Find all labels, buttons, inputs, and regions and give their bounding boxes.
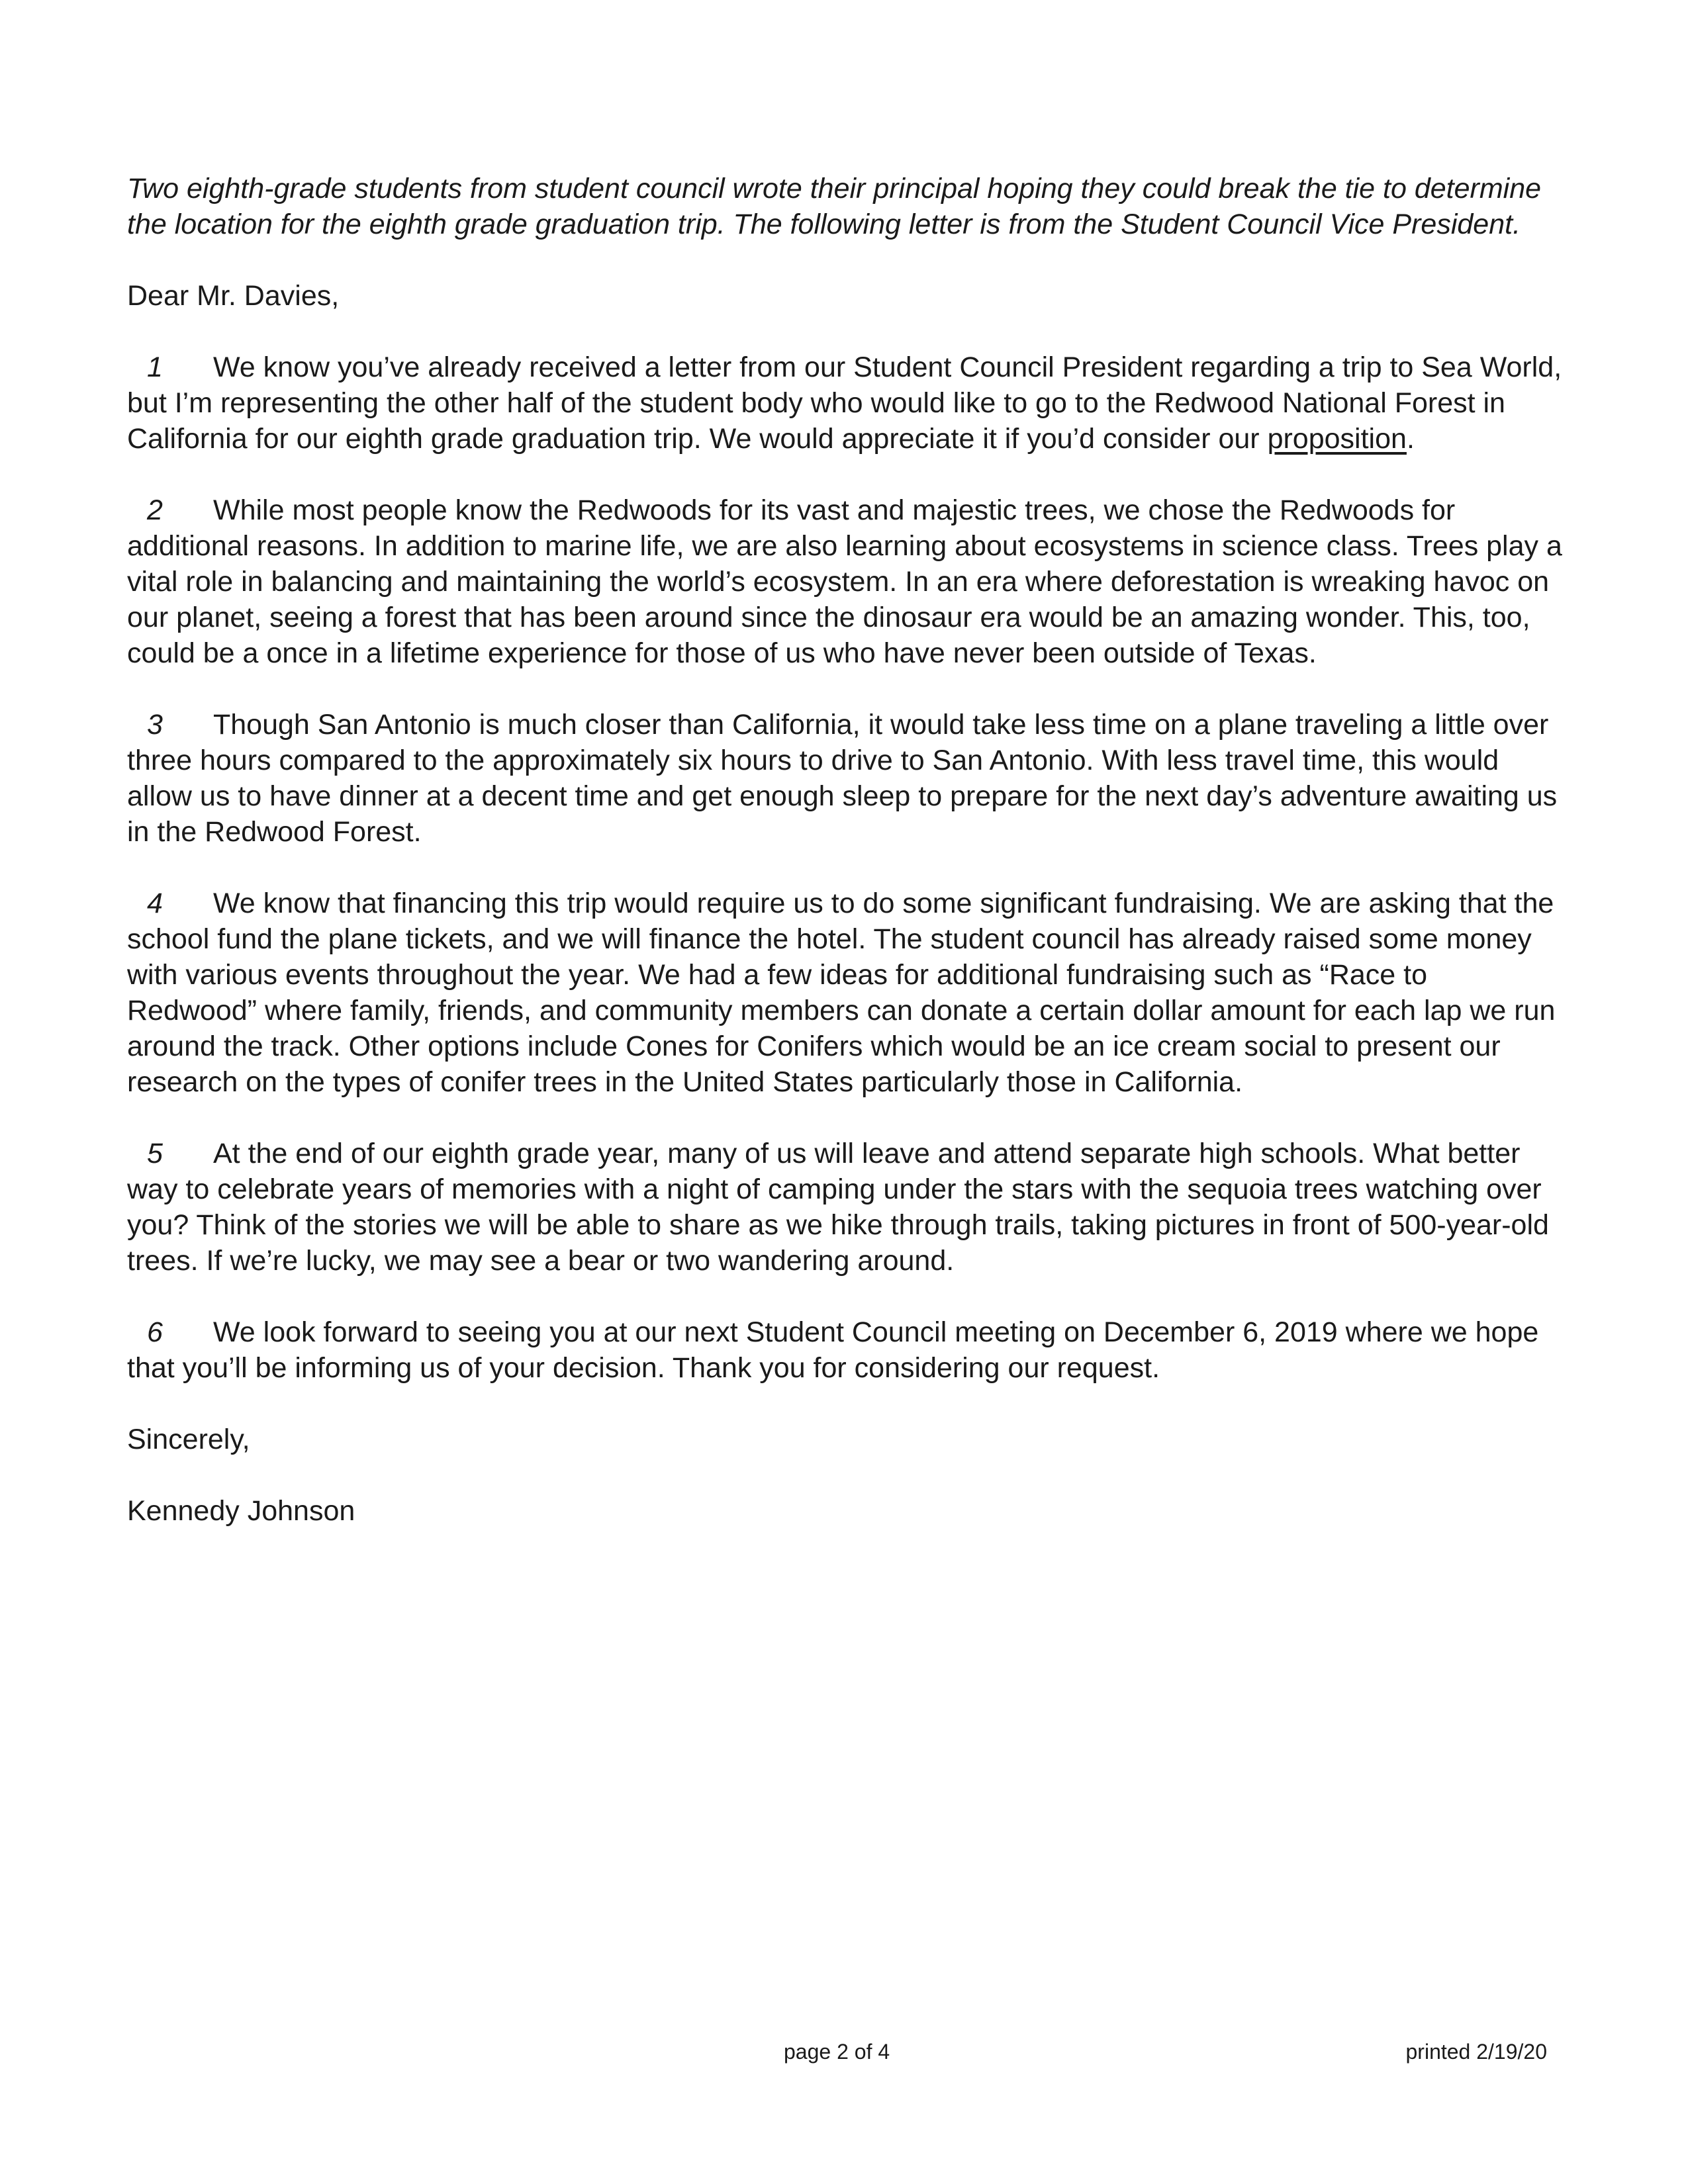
printed-date: printed 2/19/20 — [1405, 2040, 1547, 2064]
paragraph-text: We know you’ve already received a letter from our Student Council President regarding a trip to Sea World, but I’m representing the other half of the student body who would like to go to the Redwood National Forest in California for our eighth grade graduation trip. We would appreciate it if you’d consider our — [127, 351, 1562, 455]
page-number: page 2 of 4 — [784, 2040, 890, 2064]
closing: Sincerely, — [127, 1424, 250, 1455]
paragraph-number: 6 — [147, 1316, 163, 1348]
paragraph-text: Though San Antonio is much closer than California, it would take less time on a plane traveling a little over three hours compared to the approximately six hours to drive to San Antonio. With less travel time, this would allow us to have dinner at a decent time and get enough sleep to prepare for the next day’s adventure awaiting us in the Redwood Forest. — [127, 709, 1558, 848]
paragraph-6 — [127, 1314, 1564, 1386]
paragraph-number: 5 — [147, 1138, 163, 1169]
paragraph-2 — [127, 492, 1564, 671]
paragraph-number: 4 — [147, 887, 163, 919]
paragraph-text: We look forward to seeing you at our next Student Council meeting on December 6, 2019 where we hope that you’ll be informing us of your decision. Thank you for considering our request. — [127, 1316, 1539, 1384]
paragraph-number: 2 — [147, 494, 163, 526]
underlined-word: proposition — [1267, 423, 1407, 455]
paragraph-number: 1 — [147, 351, 163, 383]
paragraph-text: While most people know the Redwoods for its vast and majestic trees, we chose the Redwoods for additional reasons. In addition to marine life, we are also learning about ecosystems in science class. Trees play a vital role in balancing and maintaining the world’s ecosystem. In an era where deforestation is wreaking havoc on our planet, seeing a forest that has been around since the dinosaur era would be an amazing wonder. This, too, could be a once in a lifetime experience for those of us who have never been outside of Texas. — [127, 494, 1562, 669]
paragraph-3 — [127, 707, 1564, 850]
paragraph-1 — [127, 349, 1564, 457]
greeting: Dear Mr. Davies, — [127, 280, 340, 312]
paragraph-number: 3 — [147, 709, 163, 741]
paragraph-text: We know that financing this trip would require us to do some significant fundraising. We are asking that the school fund the plane tickets, and we will finance the hotel. The student council has already raised some money with various events throughout the year. We had a few ideas for additional fundraising such as “Race to Redwood” where family, friends, and community members can donate a certain dollar amount for each lap we run around the track. Other options include Cones for Conifers which would be an ice cream social to present our research on the types of conifer trees in the United States particularly those in California. — [127, 887, 1556, 1098]
signature: Kennedy Johnson — [127, 1495, 355, 1527]
letter-page — [127, 171, 1564, 1529]
paragraph-5 — [127, 1136, 1564, 1279]
paragraph-4 — [127, 886, 1564, 1100]
intro-text: Two eighth-grade students from student council wrote their principal hoping they could break the tie to determine the location for the eighth grade graduation trip. The following letter is from the Student Council Vice President. — [127, 173, 1542, 240]
paragraph-text-end: . — [1406, 423, 1415, 455]
paragraph-text: At the end of our eighth grade year, many of us will leave and attend separate high schools. What better way to celebrate years of memories with a night of camping under the stars with the sequoia trees watching over you? Think of the stories we will be able to share as we hike through trails, taking pictures in front of 500-year-old trees. If we’re lucky, we may see a bear or two wandering around. — [127, 1138, 1549, 1277]
